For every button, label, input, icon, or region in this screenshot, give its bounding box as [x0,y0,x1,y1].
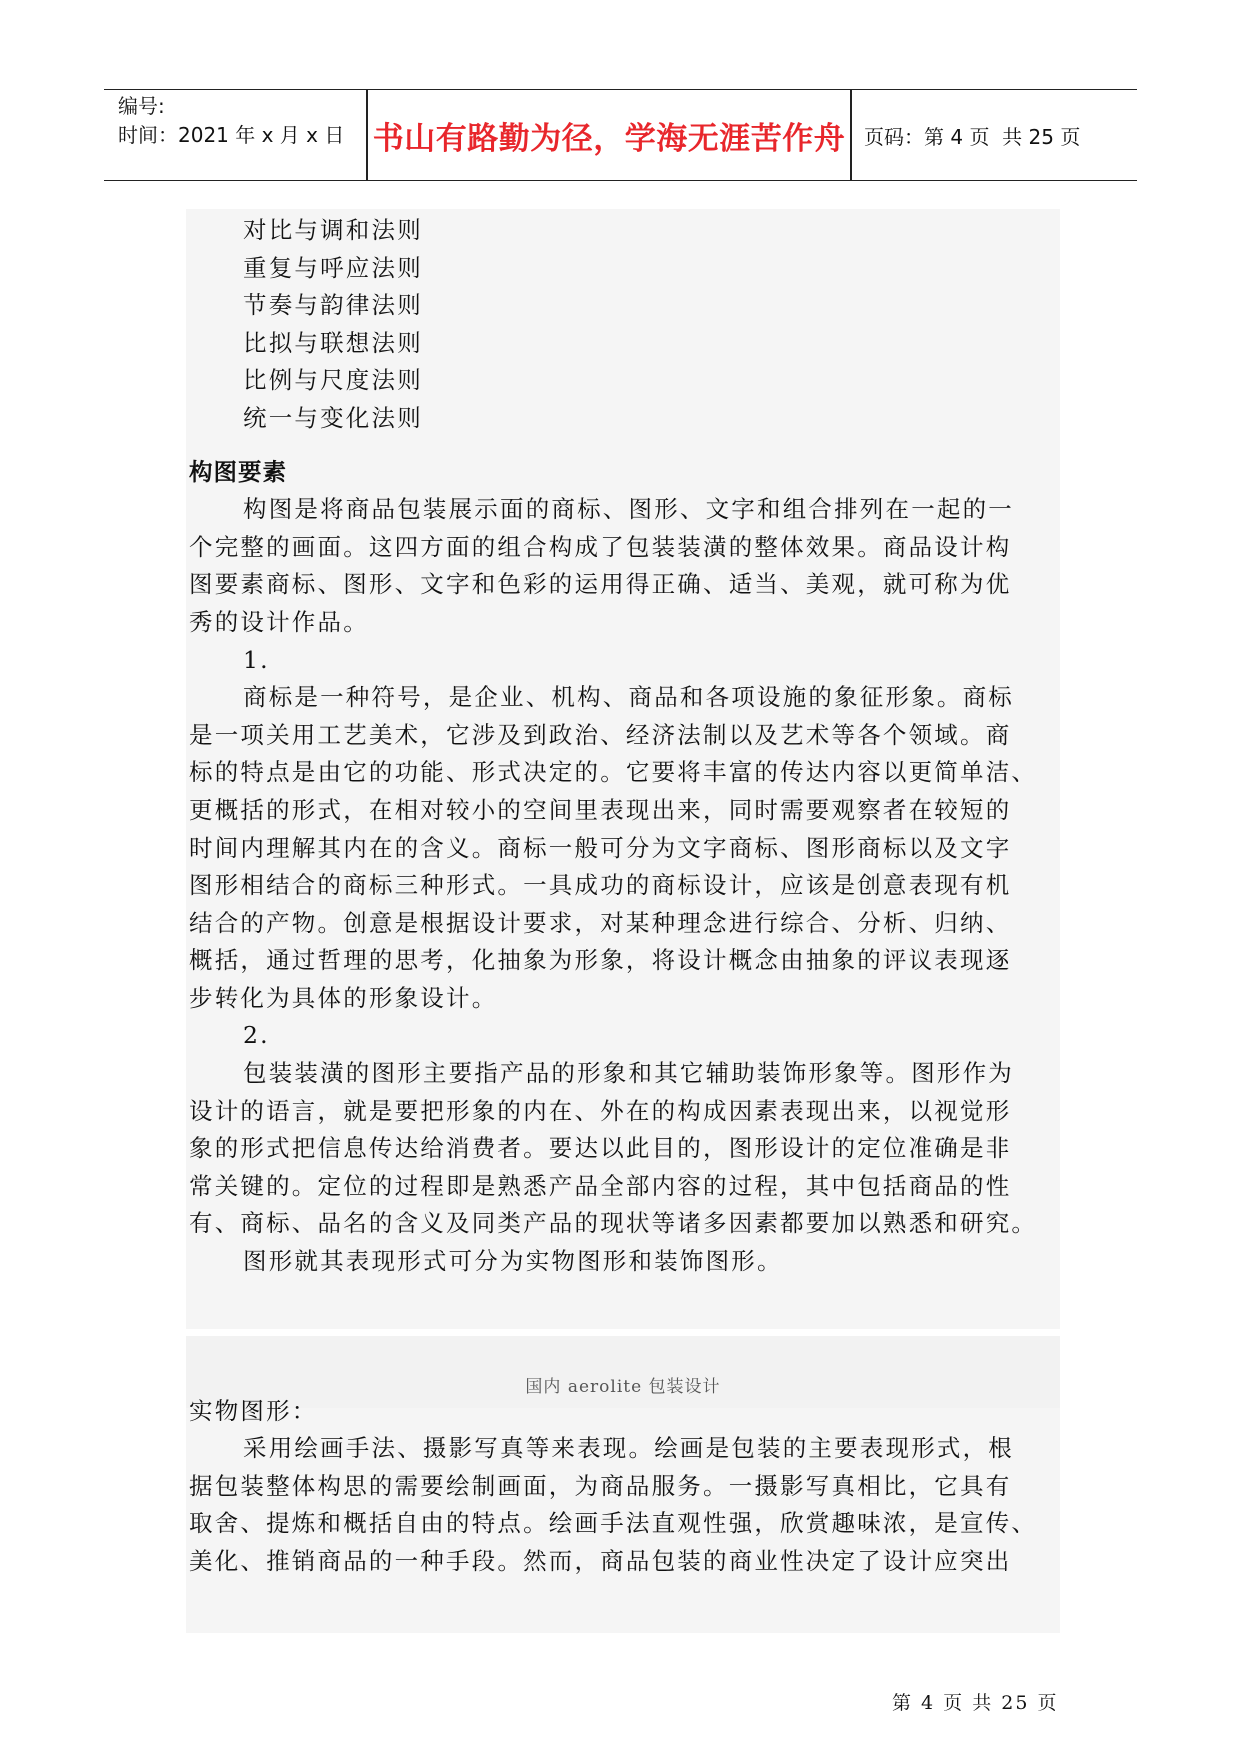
paragraph-line: 结合的产物。创意是根据设计要求，对某种理念进行综合、分析、归纳、 [189,908,1012,937]
paragraph-line: 标的特点是由它的功能、形式决定的。它要将丰富的传达内容以更简单洁、 [189,758,1038,787]
paragraph-line: 构图是将商品包装展示面的商标、图形、文字和组合排列在一起的一 [243,495,1014,524]
paragraph-line: 秀的设计作品。 [189,607,369,636]
paragraph-line: 象的形式把信息传达给消费者。要达以此目的，图形设计的定位准确是非 [189,1134,1012,1163]
paragraph-line: 个完整的画面。这四方面的组合构成了包装装潢的整体效果。商品设计构 [189,532,1012,561]
paragraph-line: 图要素商标、图形、文字和色彩的运用得正确、适当、美观，就可称为优 [189,570,1012,599]
paragraph-line: 包装装潢的图形主要指产品的形象和其它辅助装饰形象等。图形作为 [243,1059,1014,1088]
rule-item: 重复与呼应法则 [243,253,423,282]
paragraph-line: 图形相结合的商标三种形式。一具成功的商标设计，应该是创意表现有机 [189,871,1012,900]
paragraph-line: 设计的语言，就是要把形象的内在、外在的构成因素表现出来，以视觉形 [189,1096,1012,1125]
item-number: 2. [243,1021,270,1050]
page-header [104,89,1137,181]
paragraph-line: 有、商标、品名的含义及同类产品的现状等诸多因素都要加以熟悉和研究。 [189,1209,1038,1238]
rule-item: 统一与变化法则 [243,403,423,432]
paragraph-line: 概括，通过哲理的思考，化抽象为形象，将设计概念由抽象的评议表现逐 [189,946,1012,975]
paragraph-line: 常关键的。定位的过程即是熟悉产品全部内容的过程，其中包括商品的性 [189,1171,1012,1200]
paragraph-line: 更概括的形式，在相对较小的空间里表现出来，同时需要观察者在较短的 [189,795,1012,824]
paragraph-line: 取舍、提炼和概括自由的特点。绘画手法直观性强，欣赏趣味浓，是宣传、 [189,1509,1038,1538]
header-meta [118,92,344,150]
paragraph-line: 商标是一种符号，是企业、机构、商品和各项设施的象征形象。商标 [243,683,1014,712]
time-label: 时间：2021 年 x 月 x 日 [118,123,345,147]
paragraph-line: 采用绘画手法、摄影写真等来表现。绘画是包装的主要表现形式，根 [243,1434,1014,1463]
item-number: 1. [243,645,270,674]
header-page-code: 页码：第 4 页 共 25 页 [864,124,1081,149]
header-divider-right [850,90,852,180]
rule-item: 比例与尺度法则 [243,366,423,395]
page-footer: 第 4 页 共 25 页 [892,1692,1059,1714]
rule-item: 对比与调和法则 [243,216,423,244]
number-label: 编号: [118,94,165,118]
rule-item: 节奏与韵律法则 [243,291,423,320]
paragraph-line: 时间内理解其内在的含义。商标一般可分为文字商标、图形商标以及文字 [189,833,1012,862]
image-caption: 国内 aerolite 包装设计 [525,1377,721,1397]
paragraph-line: 步转化为具体的形象设计。 [189,983,498,1012]
rule-item: 比拟与联想法则 [243,328,423,357]
paragraph-line: 据包装整体构思的需要绘制画面，为商品服务。一摄影写真相比，它具有 [189,1471,1012,1500]
header-motto: 书山有路勤为径，学海无涯苦作舟 [372,120,846,157]
paragraph-line: 图形就其表现形式可分为实物图形和装饰图形。 [243,1247,783,1276]
paragraph-line: 美化、推销商品的一种手段。然而，商品包装的商业性决定了设计应突出 [189,1547,1012,1575]
section-heading: 构图要素 [189,457,287,486]
paragraph-line: 是一项关用工艺美术，它涉及到政治、经济法制以及艺术等各个领域。商 [189,720,1012,749]
subheading: 实物图形： [189,1396,318,1425]
